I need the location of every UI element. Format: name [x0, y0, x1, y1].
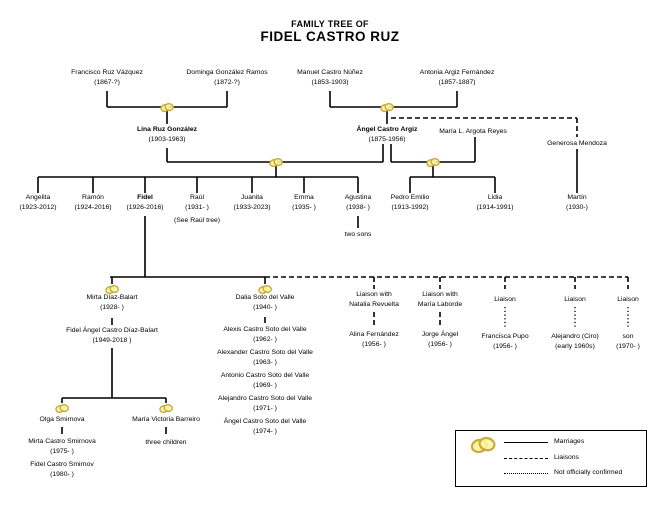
page-title: FIDEL CASTRO RUZ — [260, 29, 400, 44]
legend-box — [455, 430, 647, 487]
person-dates: (1930-) — [566, 204, 588, 211]
marriage-rings-icon — [468, 435, 498, 455]
liaison-text: Liaison with — [356, 291, 392, 298]
person-dates: (1980- ) — [50, 471, 74, 478]
person-maria-victoria-barreiro — [132, 415, 200, 425]
person-alejandro-castro — [218, 394, 312, 414]
person-name: Pedro Emilio — [390, 194, 430, 201]
person-name: Agustina — [344, 194, 372, 201]
person-dates: (1938- ) — [346, 204, 370, 211]
person-dates: (1971- ) — [253, 405, 277, 412]
two-sons-note: two sons — [344, 231, 372, 238]
marriage-rings-icon — [425, 157, 441, 168]
person-dates: (1962- ) — [253, 336, 277, 343]
liaison-label-natalia-revuelta — [349, 290, 399, 310]
legend-liaisons-label: Liaisons — [554, 454, 579, 461]
liaison-label-4: Liaison — [564, 296, 586, 303]
person-generosa-mendoza — [547, 139, 607, 149]
person-name: Fidel Ángel Castro Díaz-Balart — [66, 327, 158, 334]
person-dominga-gonzalez-ramos — [186, 68, 267, 88]
marriage-rings-icon — [158, 403, 174, 414]
person-name: Francisco Ruz Vázquez — [71, 69, 143, 76]
person-mirta-diaz-balart — [87, 293, 138, 313]
person-antonio-castro — [221, 371, 309, 391]
person-alexander-castro — [217, 348, 313, 368]
person-name: Alexis Castro Soto del Valle — [223, 326, 307, 333]
liaison-label-maria-laborde — [418, 290, 462, 310]
person-fidel — [126, 193, 163, 213]
person-alina-fernandez — [349, 330, 399, 350]
person-name: Lidia — [487, 194, 503, 201]
person-dates: (1969- ) — [253, 382, 277, 389]
person-emma — [292, 193, 316, 213]
person-name: María Victoria Barreiro — [132, 416, 200, 423]
person-francisco-ruz-vazquez — [71, 68, 143, 88]
person-dates: (1974- ) — [253, 428, 277, 435]
person-maria-argota-reyes — [439, 127, 507, 137]
person-dates: (1963- ) — [253, 359, 277, 366]
person-raul — [185, 193, 209, 213]
person-dates: (1933-2023) — [233, 204, 271, 211]
person-antonia-argiz-fernandez — [420, 68, 494, 88]
legend-dashed-line-sample — [504, 458, 548, 459]
person-name: Fidel Castro Smirnov — [30, 461, 94, 468]
person-name: Jorge Ángel — [421, 331, 459, 338]
person-dates: (1956- ) — [428, 341, 452, 348]
person-name: Mirta Castro Smirnova — [28, 438, 96, 445]
person-dates: (early 1960s) — [555, 343, 595, 350]
person-name: Ángel Castro Soto del Valle — [223, 418, 307, 425]
person-name: Martín — [567, 194, 587, 201]
person-alejandro-ciro — [551, 332, 599, 352]
marriage-rings-icon — [159, 102, 175, 113]
person-name: Raúl — [190, 194, 204, 201]
person-angelita — [19, 193, 56, 213]
person-name: Fidel — [137, 194, 153, 201]
person-angel-castro-jr — [224, 417, 307, 437]
person-lina-ruz-gonzalez — [137, 125, 197, 145]
person-name: Dominga González Ramos — [186, 69, 268, 76]
person-dates: (1867-?) — [94, 79, 120, 86]
person-name: Ramón — [82, 194, 104, 201]
person-dates: (1857-1887) — [438, 79, 476, 86]
person-name: Olga Smirnova — [39, 416, 85, 423]
person-name: Ángel Castro Argiz — [356, 126, 418, 133]
person-name: Francisca Pupo — [481, 333, 529, 340]
legend-marriages-label: Marriages — [554, 438, 585, 445]
person-jorge-angel — [422, 330, 458, 350]
person-dates: (1956- ) — [493, 343, 517, 350]
person-name: Mirta Díaz-Balart — [86, 294, 138, 301]
person-dalia-soto-del-valle — [236, 293, 295, 313]
person-ramon — [74, 193, 111, 213]
person-francisca-pupo — [481, 332, 528, 352]
person-name: Alina Fernández — [349, 331, 399, 338]
person-name: Manuel Castro Núñez — [297, 69, 363, 76]
person-fidel-angel-castro-diaz-balart — [66, 326, 158, 346]
person-dates: (1923-2012) — [19, 204, 57, 211]
liaison-text: Liaison with — [422, 291, 458, 298]
marriage-rings-icon — [379, 102, 395, 113]
person-angel-castro-argiz — [357, 125, 418, 145]
person-dates: (1940- ) — [253, 304, 277, 311]
legend-dotted-line-sample — [504, 473, 548, 474]
person-alexis-castro — [223, 325, 306, 345]
person-name: Antonia Argiz Fernández — [419, 69, 495, 76]
person-name: Dalia Soto del Valle — [235, 294, 295, 301]
unconfirmed-lines — [505, 307, 628, 329]
person-name: Angelita — [25, 194, 51, 201]
person-dates: (1975- ) — [50, 448, 74, 455]
marriage-rings-icon — [54, 403, 70, 414]
person-name: Lina Ruz González — [136, 126, 198, 133]
legend-solid-line-sample — [504, 442, 548, 443]
legend-not-confirmed-label: Not officially confirmed — [554, 469, 623, 476]
person-olga-smirnova — [40, 415, 85, 425]
person-dates: (1928- ) — [100, 304, 124, 311]
liaison-text: María Laborde — [417, 301, 463, 308]
person-son — [616, 332, 640, 352]
person-dates: (1914-1991) — [476, 204, 514, 211]
person-dates: (1931- ) — [185, 204, 209, 211]
liaison-text: Natalia Revuelta — [349, 301, 399, 308]
person-name: Alejandro (Ciro) — [551, 333, 599, 340]
person-agustina — [345, 193, 371, 213]
liaison-label-3: Liaison — [494, 296, 516, 303]
person-pedro-emilio — [391, 193, 430, 213]
person-name: Juanita — [241, 194, 263, 201]
person-name: son — [622, 333, 634, 340]
person-dates: (1970- ) — [616, 343, 640, 350]
person-dates: (1949-2018 ) — [92, 337, 132, 344]
person-name: Alexander Castro Soto del Valle — [217, 349, 313, 356]
person-dates: (1935- ) — [292, 204, 316, 211]
person-dates: (1956- ) — [362, 341, 386, 348]
person-dates: (1913-1992) — [391, 204, 429, 211]
person-lidia — [476, 193, 513, 213]
marriage-rings-icon — [268, 157, 284, 168]
person-name: Antonio Castro Soto del Valle — [220, 372, 310, 379]
page-subtitle: FAMILY TREE OF — [291, 19, 369, 29]
person-name: Emma — [294, 194, 314, 201]
person-dates: (1926-2016) — [126, 204, 164, 211]
person-martin — [566, 193, 588, 213]
person-name: Alejandro Castro Soto del Valle — [218, 395, 312, 402]
person-name: María L. Argota Reyes — [439, 128, 507, 135]
person-dates: (1924-2016) — [74, 204, 112, 211]
person-fidel-castro-smirnov — [30, 460, 93, 480]
person-manuel-castro-nunez — [297, 68, 363, 88]
three-children-note: three children — [145, 439, 187, 446]
person-juanita — [233, 193, 270, 213]
person-name: Generosa Mendoza — [547, 140, 607, 147]
see-raul-tree-note: (See Raúl tree) — [173, 217, 221, 224]
person-dates: (1875-1956) — [368, 136, 406, 143]
liaison-label-5: Liaison — [617, 296, 639, 303]
person-mirta-castro-smirnova — [28, 437, 96, 457]
person-dates: (1853-1903) — [311, 79, 349, 86]
person-dates: (1872-?) — [214, 79, 240, 86]
person-dates: (1903-1963) — [148, 136, 186, 143]
